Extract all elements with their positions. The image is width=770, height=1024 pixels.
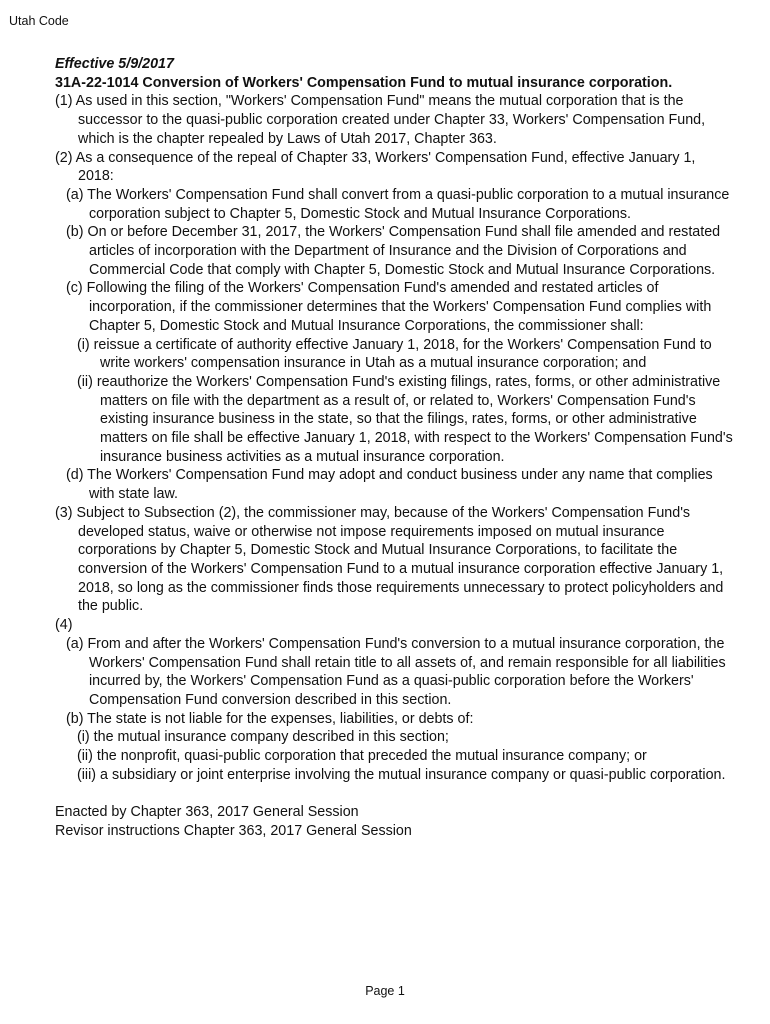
spacer xyxy=(55,784,735,803)
subsection-4a: (a) From and after the Workers' Compensation Fund's conversion to a mutual insurance corporation, the Workers' Compensation Fund shall retain title to all assets of, and remain responsible for all liabilities incurred by, the Workers' Compensation Fund as a quasi-public corporation before the Workers' Compensation Fund conversion described in this section. xyxy=(66,635,726,708)
document-body xyxy=(55,55,735,841)
subsection-2c-ii: (ii) reauthorize the Workers' Compensation Fund's existing filings, rates, forms, or other administrative matters on file with the department as a result of, or related to, Workers' Compensation Fund's existing insurance business in the state, so that the filings, rates, forms, or other administrative matters on file shall be effective January 1, 2018, with respect to the Workers' Compensation Fund's insurance business activities as a mutual insurance corporation. xyxy=(77,373,733,465)
subsection-2c-i: (i) reissue a certificate of authority effective January 1, 2018, for the Workers' Compensation Fund to write workers' compensation insurance in Utah as a mutual insurance corporation; and xyxy=(77,336,712,372)
subsection-4: (4) xyxy=(55,617,73,634)
subsection-4b-iii: (iii) a subsidiary or joint enterprise involving the mutual insurance company or quasi-public corporation. xyxy=(77,766,726,783)
history-note: Revisor instructions Chapter 363, 2017 General Session xyxy=(55,822,412,839)
page-number: Page 1 xyxy=(365,984,405,998)
subsection-4b-i: (i) the mutual insurance company described in this section; xyxy=(77,729,449,746)
history-note: Enacted by Chapter 363, 2017 General Session xyxy=(55,804,359,821)
subsection-2d: (d) The Workers' Compensation Fund may adopt and conduct business under any name that complies with state law. xyxy=(66,467,713,503)
subsection-2a: (a) The Workers' Compensation Fund shall convert from a quasi-public corporation to a mutual insurance corporation subject to Chapter 5, Domestic Stock and Mutual Insurance Corporations. xyxy=(66,186,730,222)
effective-date: Effective 5/9/2017 xyxy=(55,56,174,72)
subsection-4b-ii: (ii) the nonprofit, quasi-public corporation that preceded the mutual insurance company; or xyxy=(77,748,647,765)
subsection-1: (1) As used in this section, "Workers' Compensation Fund" means the mutual corporation that is the successor to the quasi-public corporation created under Chapter 33, Workers' Compensation Fund, which is the chapter repealed by Laws of Utah 2017, Chapter 363. xyxy=(55,93,706,147)
subsection-3: (3) Subject to Subsection (2), the commissioner may, because of the Workers' Compensation Fund's developed status, waive or otherwise not impose requirements imposed on mutual insurance corporations by Chapter 5, Domestic Stock and Mutual Insurance Corporations, to facilitate the conversion of the Workers' Compensation Fund to a mutual insurance corporation effective January 1, 2018, so long as the commissioner finds those requirements unnecessary to protect policyholders and the public. xyxy=(55,504,724,615)
running-header: Utah Code xyxy=(9,14,69,28)
subsection-2: (2) As a consequence of the repeal of Chapter 33, Workers' Compensation Fund, effective January 1, 2018: xyxy=(55,149,696,185)
section-title: 31A-22-1014 Conversion of Workers' Compensation Fund to mutual insurance corporation. xyxy=(55,74,673,91)
subsection-2b: (b) On or before December 31, 2017, the Workers' Compensation Fund shall file amended and restated articles of incorporation with the Department of Insurance and the Division of Corporations and Commercial Code that comply with Chapter 5, Domestic Stock and Mutual Insurance Corporations. xyxy=(66,224,721,278)
subsection-2c: (c) Following the filing of the Workers' Compensation Fund's amended and restated articles of incorporation, if the commissioner determines that the Workers' Compensation Fund complies with Chapter 5, Domestic Stock and Mutual Insurance Corporations, the commissioner shall: xyxy=(66,280,712,334)
subsection-4b: (b) The state is not liable for the expenses, liabilities, or debts of: xyxy=(66,710,474,727)
